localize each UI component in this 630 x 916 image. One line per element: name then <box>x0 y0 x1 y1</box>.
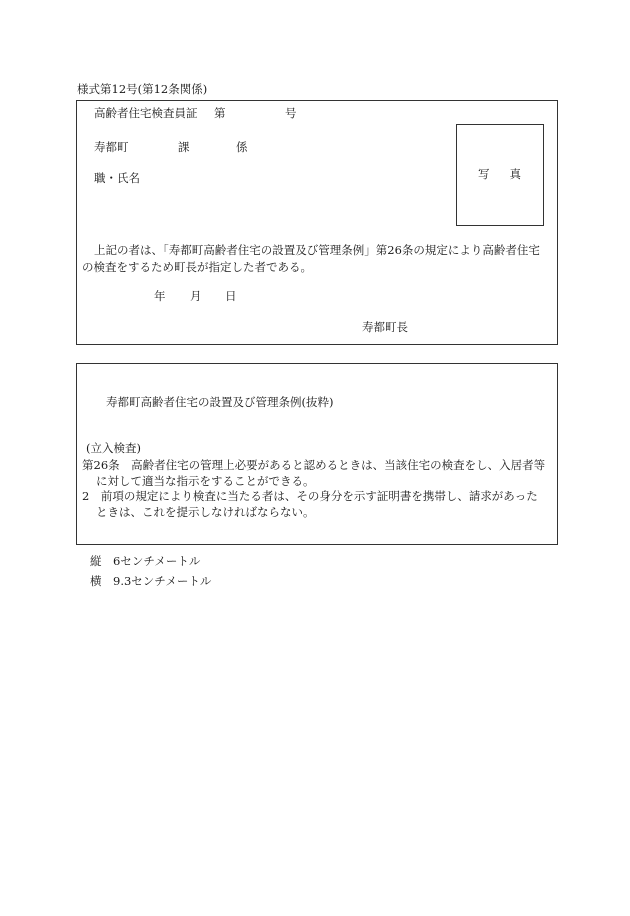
date-day-label: 日 <box>225 289 237 303</box>
form-number-header: 様式第12号(第12条関係) <box>77 82 208 96</box>
department-town: 寿都町 <box>94 140 129 154</box>
department-section: 課 <box>178 140 190 154</box>
law-excerpt-title: 寿都町高齢者住宅の設置及び管理条例(抜粋) <box>106 395 334 409</box>
article26-line2: に対して適当な指示をすることができる。 <box>96 474 315 488</box>
dimension-width: 横 9.3センチメートル <box>90 574 212 588</box>
date-month-label: 月 <box>190 289 202 303</box>
name-label: 職・氏名 <box>94 171 140 185</box>
article26-line1: 第26条 高齢者住宅の管理上必要があると認めるときは、当該住宅の検査をし、入居者等 <box>82 458 546 472</box>
date-year-label: 年 <box>154 289 166 303</box>
article-caption: (立入検査) <box>86 441 141 455</box>
issuer-signature: 寿都町長 <box>362 320 408 334</box>
photo-label: 写真 <box>478 167 541 181</box>
paragraph2-line2: ときは、これを提示しなければならない。 <box>96 505 315 519</box>
card-number-prefix: 第 <box>214 106 226 120</box>
certification-text-line2: の検査をするため町長が指定した者である。 <box>82 260 312 274</box>
certification-text-line1: 上記の者は、「寿都町高齢者住宅の設置及び管理条例」第26条の規定により高齢者住宅 <box>94 243 540 257</box>
paragraph2-line1: 2 前項の規定により検査に当たる者は、その身分を示す証明書を携帯し、請求があった <box>82 489 538 503</box>
department-subsection: 係 <box>236 140 248 154</box>
card-title: 高齢者住宅検査員証 <box>94 106 198 120</box>
dimension-height: 縦 6センチメートル <box>90 554 201 568</box>
card-number-suffix: 号 <box>285 106 297 120</box>
